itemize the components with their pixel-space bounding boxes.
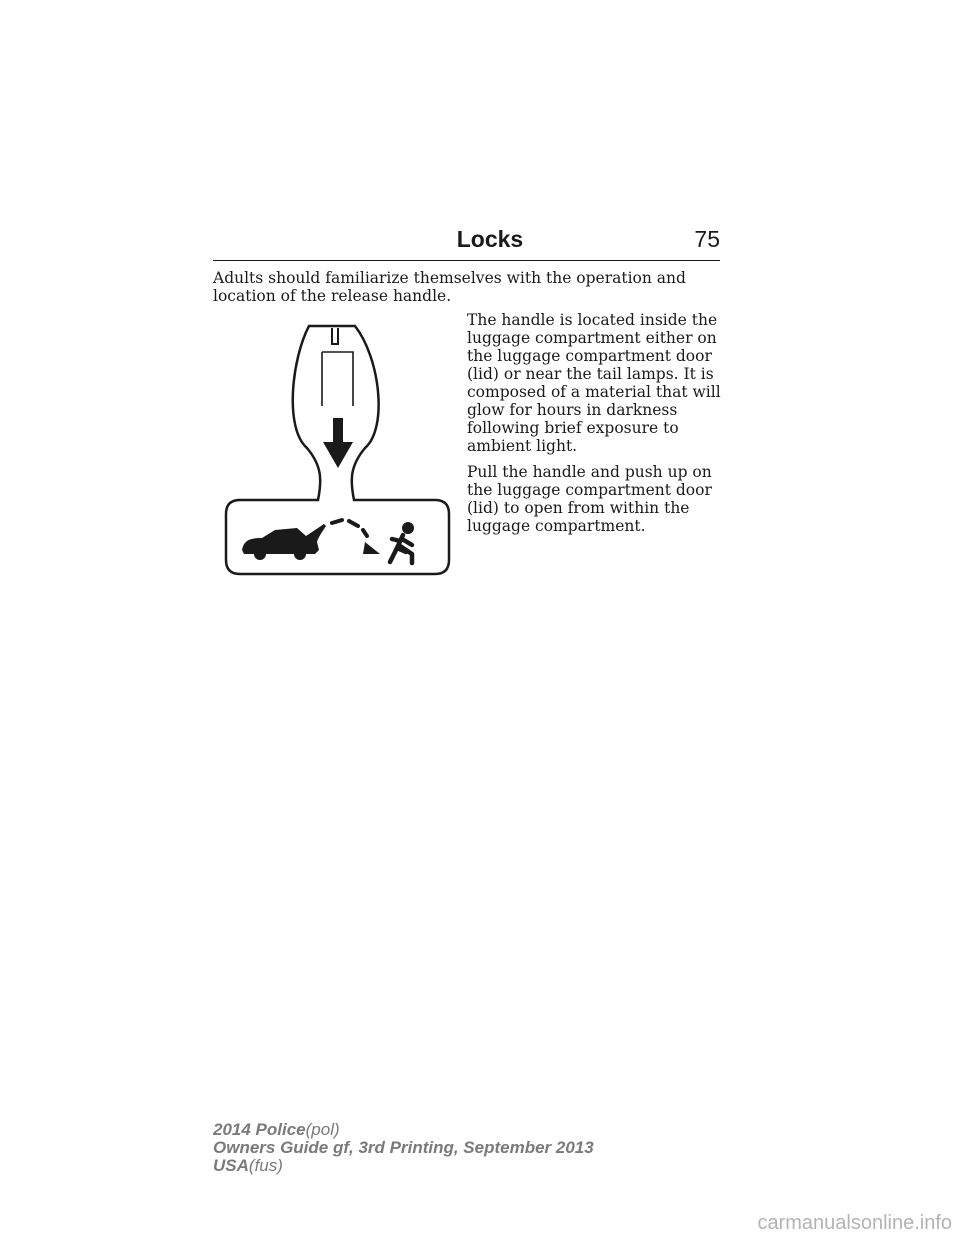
- document-footer: [213, 1121, 594, 1175]
- footer-guide-info: Owners Guide gf, 3rd Printing, September 2013: [213, 1138, 594, 1157]
- right-column: [467, 311, 725, 543]
- handle-usage-paragraph: Pull the handle and push up on the luggage compartment door (lid) to open from within the luggage compartment.: [467, 463, 712, 535]
- footer-market: USA: [213, 1156, 249, 1175]
- footer-line-2: [213, 1139, 594, 1157]
- trunk-release-handle-icon: [220, 318, 452, 578]
- intro-paragraph: Adults should familiarize themselves with the operation and location of the release handle.: [213, 269, 686, 305]
- handle-location-paragraph: The handle is located inside the luggage compartment either on the luggage compartment door (lid) or near the tail lamps. It is composed of a material that will glow for hours in darkness following brief exposure to ambient light.: [467, 311, 721, 455]
- page-header: [213, 226, 720, 261]
- page-number: 75: [694, 226, 720, 252]
- footer-model: 2014 Police: [213, 1120, 306, 1139]
- footer-model-code: (pol): [305, 1120, 340, 1139]
- footer-line-1: [213, 1121, 594, 1139]
- footer-market-code: (fus): [248, 1156, 283, 1175]
- footer-line-3: [213, 1157, 594, 1175]
- section-title: Locks: [456, 226, 524, 252]
- watermark: carmanualsonline.info: [757, 1212, 952, 1234]
